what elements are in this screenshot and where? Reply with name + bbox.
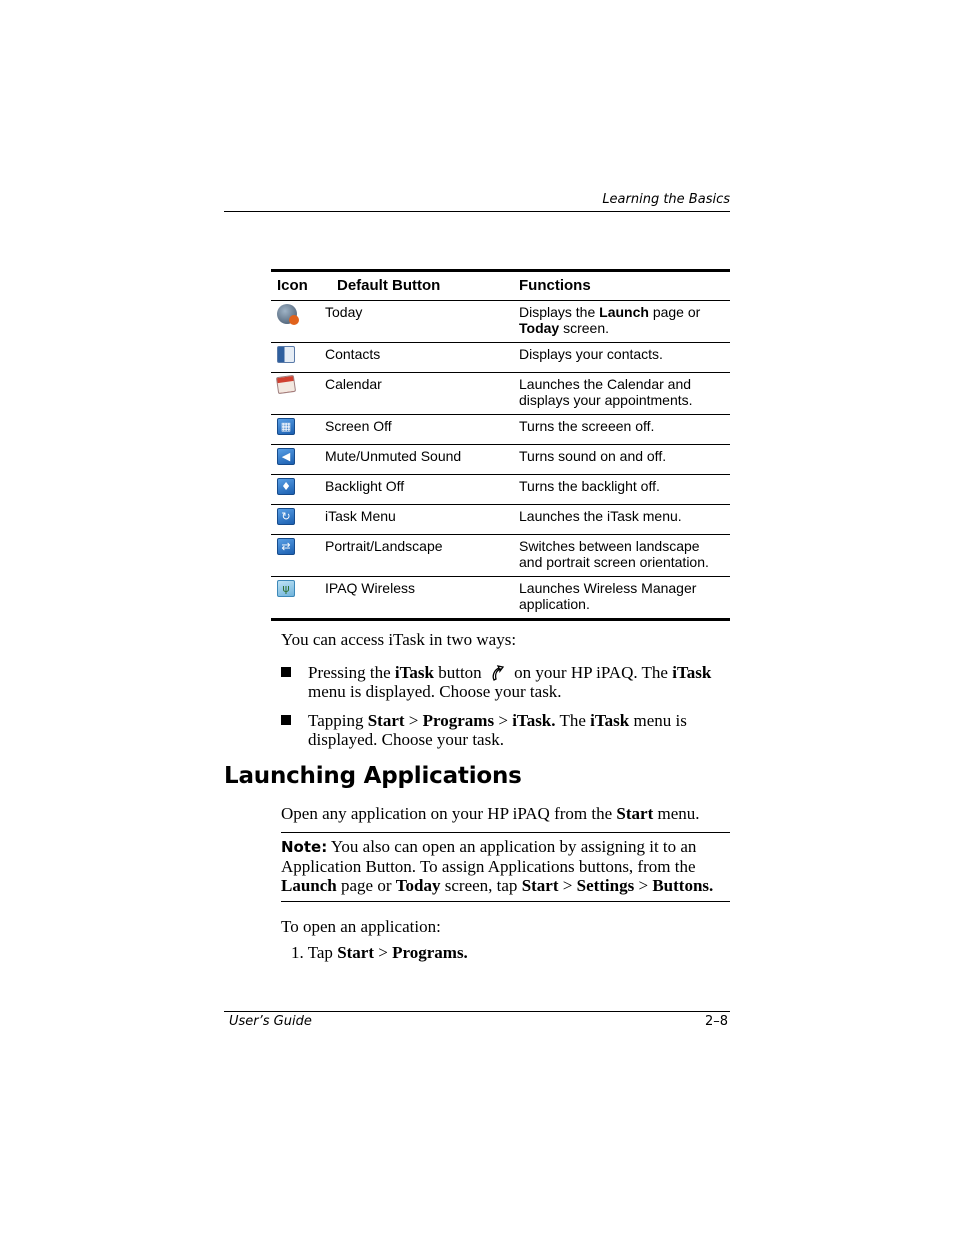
table-row bbox=[271, 505, 730, 535]
function-cell: Turns the backlight off. bbox=[519, 478, 660, 494]
function-cell: Launches the iTask menu. bbox=[519, 508, 682, 524]
itask-button-icon bbox=[490, 664, 506, 682]
icon-cell bbox=[271, 301, 319, 343]
section-heading: Launching Applications bbox=[224, 763, 522, 789]
default-button-cell: Portrait/Landscape bbox=[325, 538, 443, 554]
icon-cell bbox=[271, 343, 319, 373]
icon-cell bbox=[271, 445, 319, 475]
default-button-cell: Today bbox=[325, 304, 363, 320]
bullet-square-icon bbox=[281, 667, 291, 677]
speaker-icon: ◀ bbox=[277, 448, 295, 465]
bullet-item-tap-start bbox=[281, 711, 721, 749]
itask-icon: ↻ bbox=[277, 508, 295, 525]
section-intro: Open any application on your HP iPAQ from the Start menu. bbox=[281, 804, 700, 823]
header-rule bbox=[224, 211, 730, 212]
screen-off-icon: ▦ bbox=[277, 418, 295, 435]
today-icon bbox=[277, 304, 297, 324]
footer-rule bbox=[224, 1011, 730, 1012]
wireless-icon: ψ bbox=[277, 580, 295, 597]
function-cell: Turns sound on and off. bbox=[519, 448, 667, 464]
bullet-item-press-itask bbox=[281, 663, 721, 701]
column-header-functions: Functions bbox=[519, 276, 591, 294]
table-row bbox=[271, 301, 730, 343]
table-header-row bbox=[271, 271, 730, 301]
table-row bbox=[271, 475, 730, 505]
table-row bbox=[271, 535, 730, 577]
footer-guide-title: User’s Guide bbox=[229, 1014, 312, 1029]
table-row bbox=[271, 415, 730, 445]
function-cell: Launches Wireless Manager application. bbox=[519, 580, 697, 612]
table-row bbox=[271, 373, 730, 415]
function-cell: Displays your contacts. bbox=[519, 346, 663, 362]
application-buttons-table bbox=[271, 269, 730, 621]
function-cell: Turns the screeen off. bbox=[519, 418, 655, 434]
default-button-cell: Contacts bbox=[325, 346, 381, 362]
procedure-intro: To open an application: bbox=[281, 917, 441, 936]
note-text: You also can open an application by assigning it to an Application Button. To assign Applications buttons, from the Launch page or Today screen, tap Start > Settings > Buttons. bbox=[281, 837, 714, 895]
column-header-default-button: Default Button bbox=[337, 276, 441, 294]
default-button-cell: Mute/Unmuted Sound bbox=[325, 448, 462, 464]
icon-cell bbox=[271, 505, 319, 535]
access-intro: You can access iTask in two ways: bbox=[281, 630, 517, 649]
icon-cell bbox=[271, 415, 319, 445]
function-cell: Launches the Calendar and displays your appointments. bbox=[519, 376, 693, 408]
default-button-cell: IPAQ Wireless bbox=[325, 580, 415, 596]
rotate-icon: ⇄ bbox=[277, 538, 295, 555]
function-cell: Switches between landscape and portrait screen orientation. bbox=[519, 538, 709, 570]
default-button-cell: Calendar bbox=[325, 376, 382, 392]
note-block bbox=[281, 837, 730, 895]
icon-cell bbox=[271, 475, 319, 505]
table-body bbox=[271, 301, 730, 620]
table-row bbox=[271, 577, 730, 620]
calendar-icon bbox=[276, 375, 296, 394]
table-row bbox=[271, 343, 730, 373]
default-button-cell: Backlight Off bbox=[325, 478, 405, 494]
note-top-rule bbox=[281, 832, 730, 833]
footer-page-number: 2–8 bbox=[704, 1014, 728, 1029]
table-row bbox=[271, 445, 730, 475]
note-label: Note: bbox=[281, 838, 328, 856]
bullet-square-icon bbox=[281, 715, 291, 725]
icon-cell bbox=[271, 577, 319, 620]
bullet-text: Pressing the iTask button on your HP iPAQ. The iTask menu is displayed. Choose your task. bbox=[308, 663, 712, 701]
column-header-icon: Icon bbox=[277, 276, 308, 294]
header-title: Learning the Basics bbox=[602, 192, 730, 207]
note-bottom-rule bbox=[281, 901, 730, 902]
contacts-icon bbox=[277, 346, 295, 363]
backlight-icon: ♦ bbox=[277, 478, 295, 495]
icon-cell bbox=[271, 373, 319, 415]
bullet-text: Tapping Start > Programs > iTask. The iTask menu is displayed. Choose your task. bbox=[308, 711, 687, 749]
procedure-step: 1. Tap Start > Programs. bbox=[291, 943, 468, 962]
function-cell: Displays the Launch page or Today screen. bbox=[519, 304, 701, 336]
icon-cell bbox=[271, 535, 319, 577]
default-button-cell: iTask Menu bbox=[325, 508, 396, 524]
default-button-cell: Screen Off bbox=[325, 418, 392, 434]
